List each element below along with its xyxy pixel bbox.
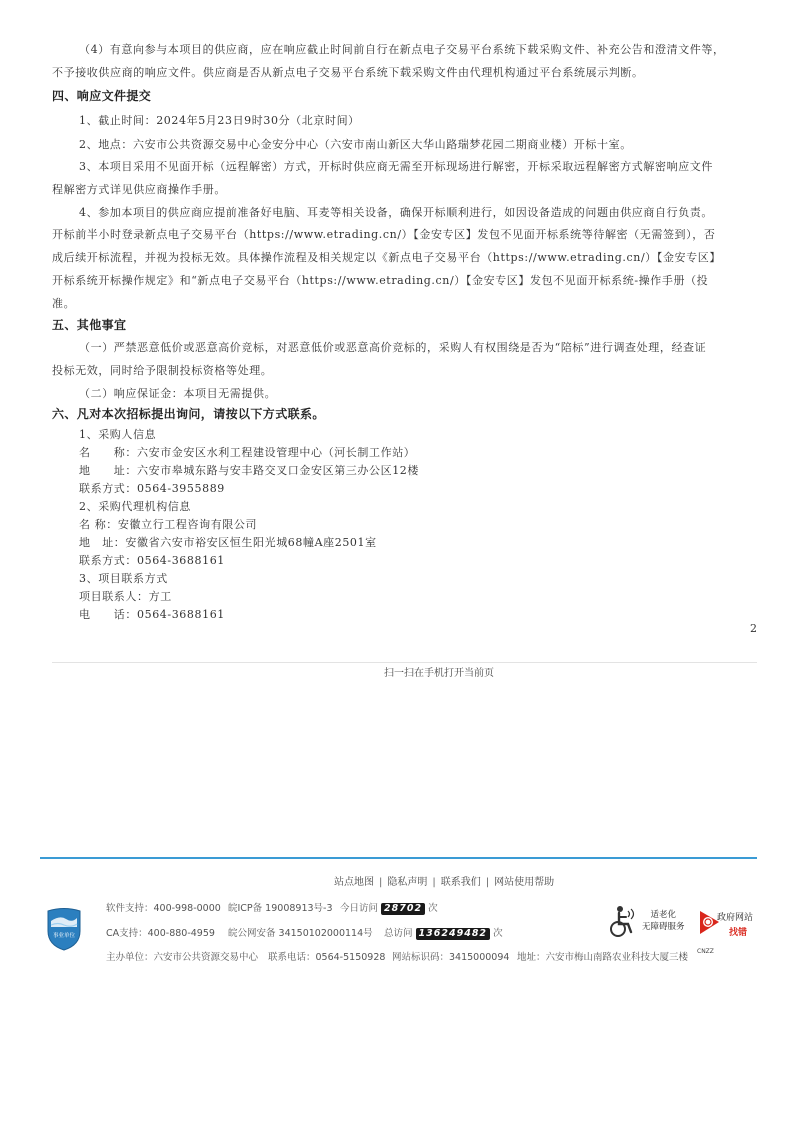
paragraph-line: 3、项目联系方式 [79, 572, 168, 585]
scan-qr-link[interactable]: 扫一扫在手机打开当前页 [384, 668, 494, 679]
paragraph-line: 项目联系人：方工 [79, 590, 172, 603]
page-number: 2 [750, 622, 757, 635]
paragraph-line: 联系方式：0564-3955889 [79, 482, 225, 495]
section-heading: 六、凡对本次招标提出询问，请按以下方式联系。 [52, 407, 325, 421]
paragraph-line: （4）有意向参与本项目的供应商，应在响应截止时间前自行在新点电子交易平台系统下载采购文件、补充公告和澄清文件等， [79, 43, 725, 56]
ca-support: CA支持：400-880-4959 [106, 928, 215, 939]
paragraph-line: 名 称：安徽立行工程咨询有限公司 [79, 518, 258, 531]
shield-icon [46, 907, 82, 951]
footer-link-contact[interactable]: 联系我们 [440, 877, 481, 888]
total-visits-label: 总访问 [384, 928, 413, 939]
today-visits-count: 28702 [381, 903, 425, 915]
paragraph-line: 准。 [52, 297, 76, 310]
paragraph-line: 地 址：六安市皋城东路与安丰路交叉口金安区第三办公区12楼 [79, 464, 419, 477]
icp-number[interactable]: 皖ICP备 19008913号-3 [228, 903, 333, 914]
divider: | [485, 877, 490, 888]
paragraph-line: 1、采购人信息 [79, 428, 157, 441]
paragraph-line: 2、采购代理机构信息 [79, 500, 191, 513]
paragraph-line: （一）严禁恶意低价或恶意高价竞标，对恶意低价或恶意高价竞标的，采购人有权围绕是否为“陪标”进行调查处理，经查证 [79, 341, 707, 354]
gov-website-error-report[interactable] [697, 906, 757, 958]
accessibility-label-1: 适老化 [650, 910, 677, 920]
total-visits [384, 925, 503, 940]
section-heading: 四、响应文件提交 [52, 89, 152, 103]
gov-label: 政府网站 [717, 913, 754, 923]
paragraph-line: 程解密方式详见供应商操作手册。 [52, 183, 226, 196]
paragraph-line: 4、参加本项目的供应商应提前准备好电脑、耳麦等相关设备，确保开标顺利进行，如因设备造成的问题由供应商自行负责。 [79, 206, 713, 219]
accessibility-label [642, 909, 685, 933]
footer-top-border [40, 857, 757, 859]
accessibility-service[interactable] [606, 905, 686, 939]
contact-phone: 联系电话：0564-5150928 [268, 952, 386, 963]
site-address: 地址：六安市梅山南路农业科技大厦三楼 [517, 952, 689, 963]
total-visits-count: 136249482 [416, 928, 491, 940]
today-visits-label: 今日访问 [340, 903, 379, 914]
paragraph-line: 1、截止时间：2024年5月23日9时30分（北京时间） [79, 114, 360, 127]
paragraph-line: 2、地点：六安市公共资源交易中心金安分中心（六安市南山新区大华山路瑞梦花园二期商业楼）开标十室。 [79, 138, 632, 151]
paragraph-line: 开标前半小时登录新点电子交易平台（https://www.etrading.cn/）【金安专区】发包不见面开标系统等待解密（无需签到），否 [52, 228, 716, 241]
paragraph-line: 开标系统开标操作规定》和“新点电子交易平台（https://www.etrading.cn/）【金安专区】发包不见面开标系统-操作手册（投 [52, 274, 709, 287]
visits-suffix: 次 [493, 928, 503, 939]
public-institution-badge[interactable] [46, 907, 82, 951]
wheelchair-icon [606, 905, 638, 939]
footer-link-privacy[interactable]: 隐私声明 [387, 877, 428, 888]
paragraph-line: 地 址：安徽省六安市裕安区恒生阳光城68幢A座2501室 [79, 536, 377, 549]
footer-links [334, 873, 554, 888]
paragraph-line: 不予接收供应商的响应文件。供应商是否从新点电子交易平台系统下载采购文件由代理机构通过平台系统展示判断。 [52, 66, 644, 79]
today-visits [340, 900, 438, 915]
software-support: 软件支持：400-998-0000 [106, 903, 221, 914]
paragraph-line: 成后续开标流程，并视为投标无效。具体操作流程及相关规定以《新点电子交易平台（https://www.etrading.cn/）【金安专区】 [52, 251, 721, 264]
paragraph-line: （二）响应保证金：本项目无需提供。 [79, 387, 277, 400]
cnzz-stat-icon[interactable]: CNZZ [697, 948, 714, 955]
host-unit: 主办单位：六安市公共资源交易中心 [106, 952, 259, 963]
paragraph-line: 名 称：六安市金安区水利工程建设管理中心（河长制工作站） [79, 446, 416, 459]
site-code: 网站标识码：3415000094 [392, 952, 510, 963]
paragraph-line: 联系方式：0564-3688161 [79, 554, 225, 567]
police-record[interactable]: 皖公网安备 34150102000114号 [228, 928, 373, 939]
paragraph-line: 3、本项目采用不见面开标（远程解密）方式，开标时供应商无需至开标现场进行解密，开标采取远程解密方式解密响应文件 [79, 160, 713, 173]
section-heading: 五、其他事宜 [52, 318, 127, 332]
divider [52, 662, 757, 663]
find-error-label: 找错 [729, 928, 748, 938]
footer-link-help[interactable]: 网站使用帮助 [494, 877, 555, 888]
divider: | [379, 877, 383, 888]
paragraph-line: 投标无效，同时给予限制投标资格等处理。 [52, 364, 273, 377]
visits-suffix: 次 [428, 903, 438, 914]
accessibility-label-2: 无障碍服务 [642, 922, 685, 932]
badge-label: 事业单位 [52, 933, 75, 939]
divider: | [432, 877, 436, 888]
paragraph-line: 电 话：0564-3688161 [79, 608, 225, 621]
footer-link-sitemap[interactable]: 站点地图 [334, 877, 374, 888]
